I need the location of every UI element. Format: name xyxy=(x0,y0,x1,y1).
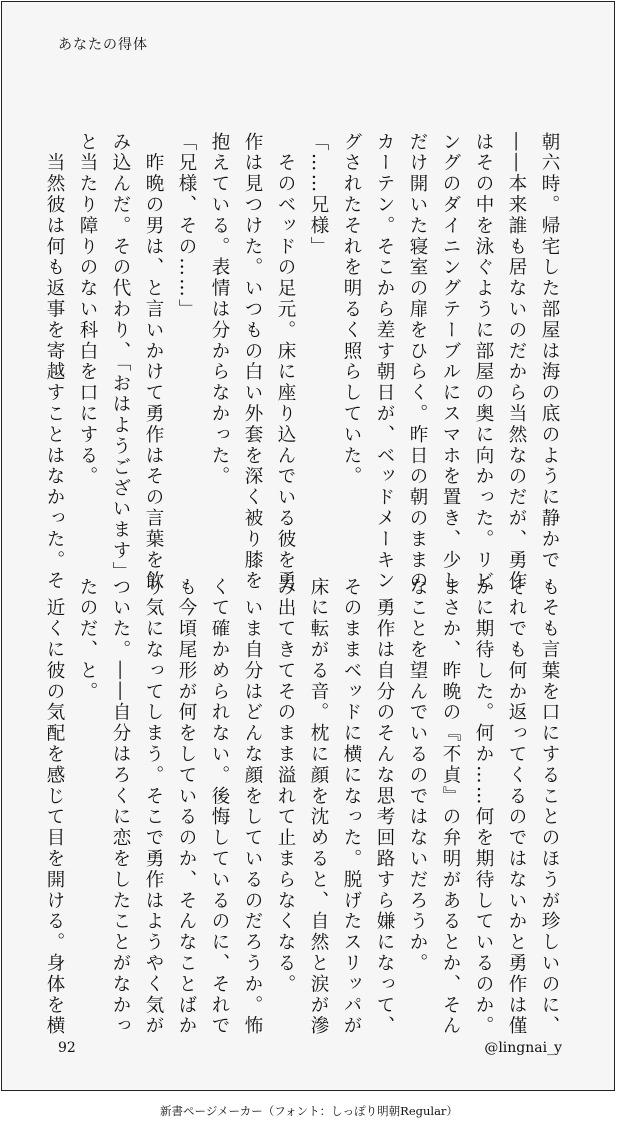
text-line: かに期待した。何か……何を期待しているのか。 xyxy=(473,577,494,1037)
lower-text-block xyxy=(38,577,566,1037)
text-line: たのだ、と。 xyxy=(77,577,98,703)
text-line: と当たり障りのない科白を口にする。 xyxy=(77,132,98,488)
text-line: まさか、昨晩の『不貞』の弁明があるとか、そん xyxy=(440,577,461,1037)
text-line: 抱えている。表情は分からなかった。 xyxy=(209,132,230,488)
text-line: いま自分はどんな顔をしているのだろうか。怖 xyxy=(242,577,263,1037)
text-line: なことを望んでいるのではないだろうか。 xyxy=(407,577,428,975)
running-title: あなたの得体 xyxy=(58,37,148,53)
text-line: グされたそれを明るく照らしていた。 xyxy=(341,132,362,488)
text-line: 「兄様、その……」 xyxy=(176,132,197,321)
text-line: カーテン。そこから差す朝日が、ベッドメーキン xyxy=(374,132,395,592)
text-line: 床に転がる音。枕に顔を沈めると、自然と涙が滲 xyxy=(308,577,329,1037)
text-line: み込んだ。その代わり、「おはようございます」 xyxy=(110,132,131,583)
text-line: 昨晩の男は、と言いかけて勇作はその言葉を飲 xyxy=(143,132,164,592)
text-line: そのままベッドに横になった。脱げたスリッパが xyxy=(341,577,362,1037)
text-line: それでも何か返ってくるのではないかと勇作は僅 xyxy=(506,577,527,1037)
text-line: 朝六時。帰宅した部屋は海の底のように静かで xyxy=(539,132,560,571)
page-number: 92 xyxy=(58,1040,76,1056)
text-line: もそも言葉を口にすることのほうが珍しいのに、 xyxy=(539,577,560,1037)
text-line: も今頃尾形が何をしているのか、そんなことばか xyxy=(176,577,197,1037)
text-line: 当然彼は何も返事を寄越すことはなかった。そ xyxy=(44,132,65,592)
text-line: ングのダイニングテーブルにスマホを置き、少し xyxy=(440,132,461,592)
text-line: 「……兄様」 xyxy=(308,132,329,258)
text-line: り気になってしまう。そこで勇作はようやく気が xyxy=(143,577,164,1037)
book-page xyxy=(1,1,615,1091)
tool-credit: 新書ページメーカー（フォント：しっぽり明朝Regular） xyxy=(160,1104,458,1118)
text-line: そのベッドの足元。床に座り込んでいる彼を勇 xyxy=(275,132,296,592)
text-line: はその中を泳ぐように部屋の奥に向かった。リビ xyxy=(473,132,494,592)
text-line: だけ開いた寝室の扉をひらく。昨日の朝のままの xyxy=(407,132,428,592)
text-line: み出てきてそのまま溢れて止まらなくなる。 xyxy=(275,577,296,995)
text-line: 勇作は自分のそんな思考回路すら嫌になって、 xyxy=(374,577,395,1037)
text-line: ――本来誰も居ないのだから当然なのだが、勇作 xyxy=(506,132,527,592)
text-line: ついた。――自分はろくに恋をしたことがなかっ xyxy=(110,577,131,1037)
text-line: くて確かめられない。後悔しているのに、それで xyxy=(209,577,230,1037)
text-line: 近くに彼の気配を感じて目を開ける。身体を横 xyxy=(44,577,65,1037)
upper-text-block xyxy=(38,132,566,592)
text-line: 作は見つけた。いつもの白い外套を深く被り膝を xyxy=(242,132,263,592)
author-handle: @lingnai_y xyxy=(484,1040,562,1056)
